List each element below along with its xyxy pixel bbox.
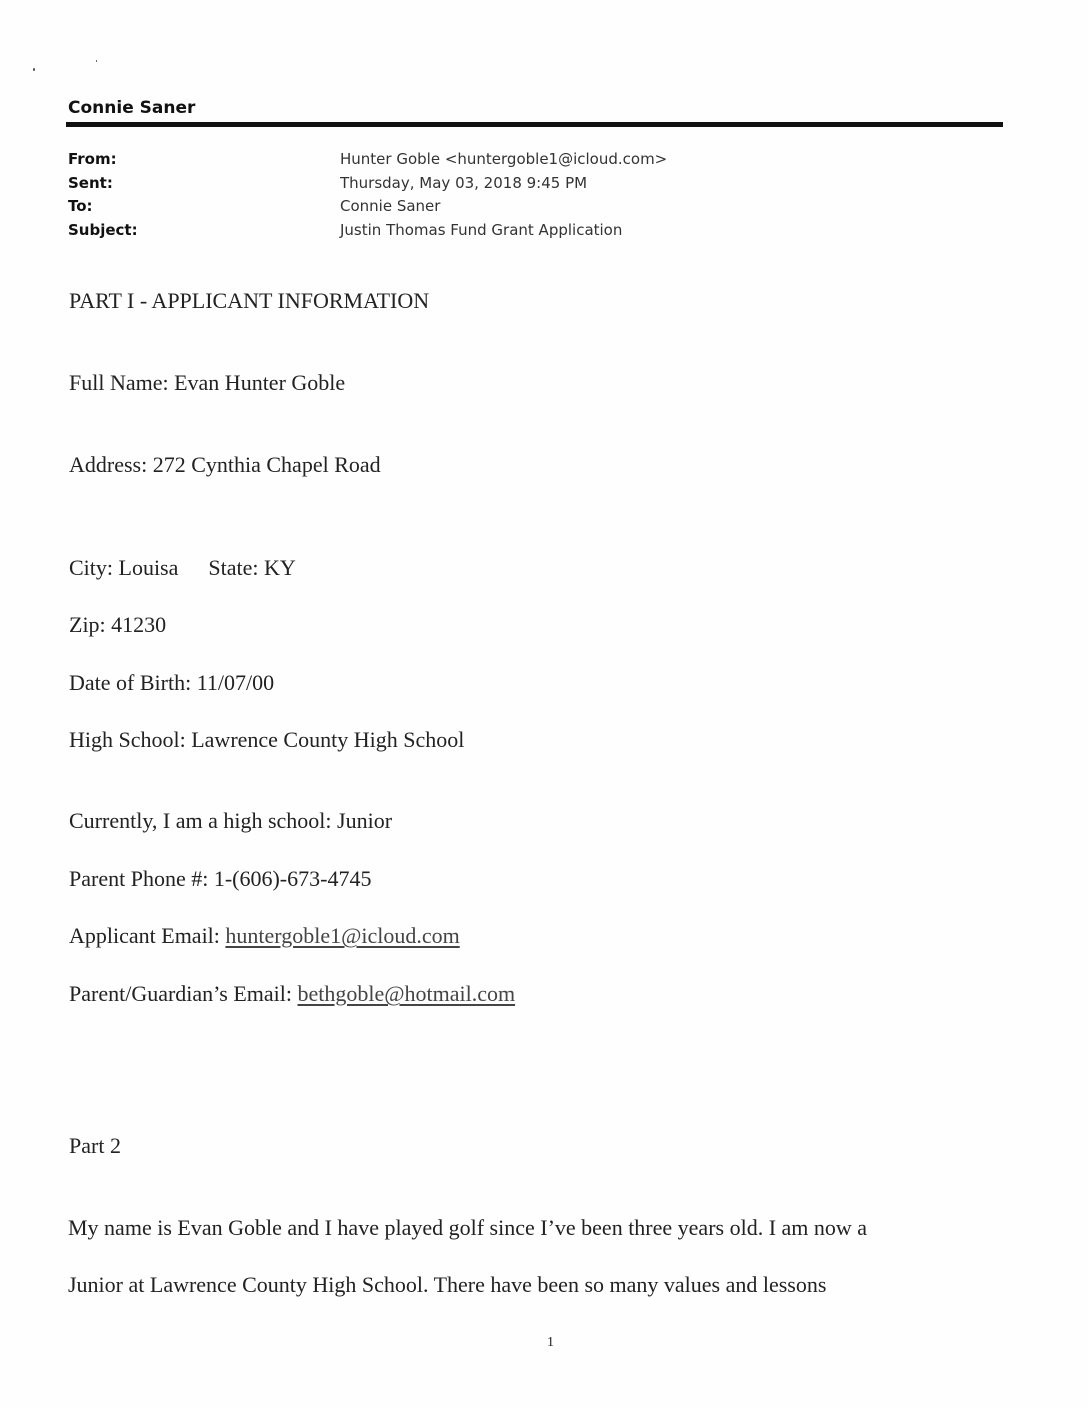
header-row-to (68, 195, 667, 219)
scan-speck (96, 60, 97, 62)
email-headers (68, 148, 667, 242)
part2-paragraph-line-1: My name is Evan Goble and I have played golf since I’ve been three years old. I am now a (68, 1215, 868, 1240)
from-value: Hunter Goble <huntergoble1@icloud.com> (340, 150, 668, 168)
page-number: 1 (547, 1335, 554, 1350)
header-row-from (68, 148, 667, 172)
high-school-line: High School: Lawrence County High School (69, 727, 465, 752)
sent-label: Sent: (68, 173, 113, 192)
applicant-email-link[interactable]: huntergoble1@icloud.com (225, 923, 460, 948)
to-value: Connie Saner (340, 197, 441, 215)
header-row-sent (68, 172, 667, 196)
subject-value: Justin Thomas Fund Grant Application (340, 220, 623, 239)
parent-email-link[interactable]: bethgoble@hotmail.com (297, 981, 516, 1006)
city-state-line (69, 555, 296, 581)
dob-line: Date of Birth: 11/07/00 (69, 670, 275, 695)
header-rule (66, 122, 1003, 127)
to-label: To: (68, 197, 93, 215)
parent-email-label: Parent/Guardian’s Email: (69, 981, 298, 1006)
applicant-email-label: Applicant Email: (69, 923, 226, 948)
zip-line: Zip: 41230 (69, 612, 167, 637)
part2-paragraph-line-2: Junior at Lawrence County High School. There have been so many values and lessons (68, 1272, 827, 1297)
parent-phone-line: Parent Phone #: 1-(606)-673-4745 (69, 866, 372, 891)
applicant-email-line (69, 923, 460, 949)
header-row-subject (68, 219, 667, 243)
state-value: State: KY (208, 555, 296, 580)
subject-label: Subject: (68, 220, 138, 239)
mailbox-owner-name: Connie Saner (68, 98, 196, 118)
full-name-line: Full Name: Evan Hunter Goble (69, 370, 346, 395)
parent-email-line (69, 981, 515, 1007)
scan-speck (33, 68, 35, 71)
part2-heading: Part 2 (69, 1133, 121, 1158)
sent-value: Thursday, May 03, 2018 9:45 PM (340, 173, 588, 192)
city-value: City: Louisa (69, 555, 179, 580)
from-label: From: (68, 150, 117, 168)
address-line: Address: 272 Cynthia Chapel Road (69, 452, 381, 477)
part1-heading: PART I - APPLICANT INFORMATION (69, 288, 430, 313)
grade-line: Currently, I am a high school: Junior (69, 808, 393, 833)
